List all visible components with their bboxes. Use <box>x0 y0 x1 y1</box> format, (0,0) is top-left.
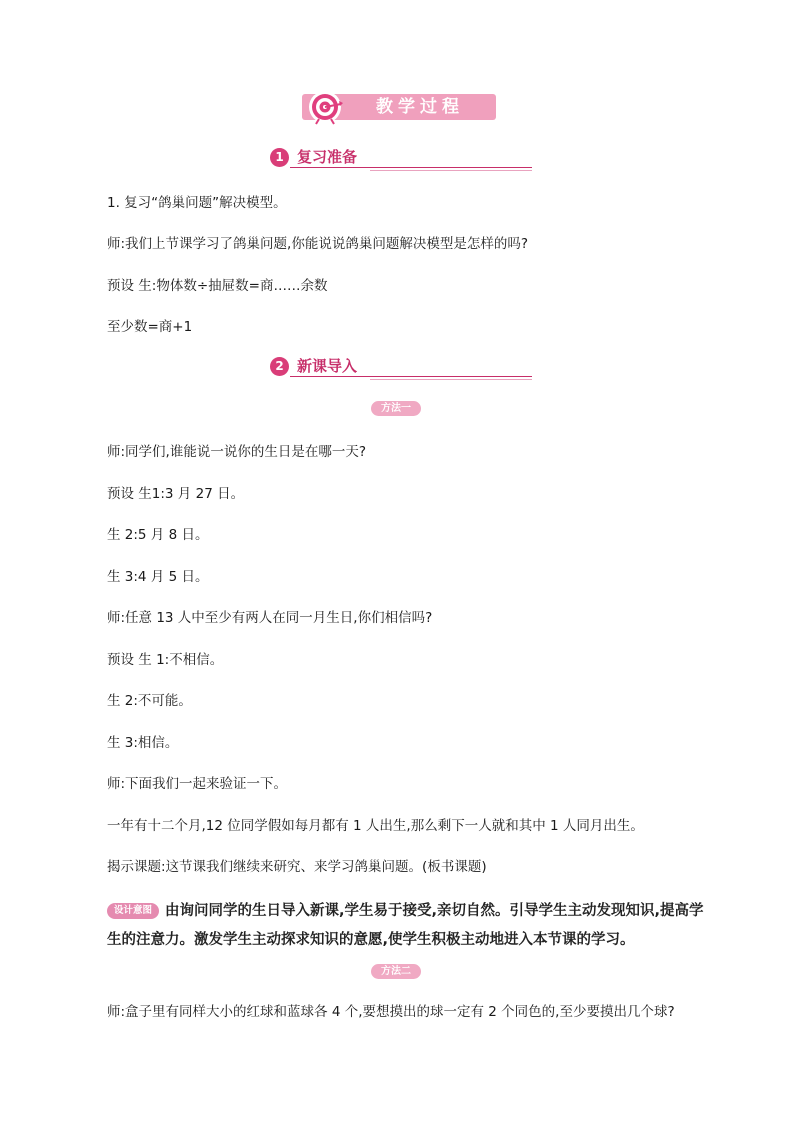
paragraph: 预设 生1:3 月 27 日。 <box>107 486 245 502</box>
section-title: 新课导入 <box>297 357 358 375</box>
paragraph: 师:下面我们一起来验证一下。 <box>107 776 288 792</box>
design-intention-badge: 设计意图 <box>107 903 159 919</box>
paragraph: 生 2:5 月 8 日。 <box>107 527 209 543</box>
paragraph: 一年有十二个月,12 位同学假如每月都有 1 人出生,那么剩下一人就和其中 1 人同月出生。 <box>107 818 644 834</box>
section-underline-accent <box>370 379 532 380</box>
paragraph: 师:同学们,谁能说一说你的生日是在哪一天? <box>107 444 367 460</box>
paragraph: 生 3:相信。 <box>107 735 179 751</box>
section-title: 复习准备 <box>297 148 358 166</box>
paragraph: 预设 生 1:不相信。 <box>107 652 224 668</box>
section-number: 1 <box>270 148 289 167</box>
paragraph: 师:盒子里有同样大小的红球和蓝球各 4 个,要想摸出的球一定有 2 个同色的,至少要摸出几个球? <box>107 1004 675 1020</box>
design-intention-text: 由询问同学的生日导入新课,学生易于接受,亲切自然。引导学生主动发现知识,提高学生的注意力。激发学生主动探求知识的意愿,使学生积极主动地进入本节课的学习。 <box>107 903 704 948</box>
section-underline <box>290 167 532 168</box>
paragraph: 生 2:不可能。 <box>107 693 192 709</box>
target-icon <box>306 89 344 125</box>
paragraph: 揭示课题:这节课我们继续来研究、来学习鸽巢问题。(板书课题) <box>107 859 487 875</box>
design-intention-note <box>107 897 707 955</box>
paragraph: 预设 生:物体数÷抽屉数=商……余数 <box>107 278 328 294</box>
section-heading-1 <box>270 148 532 170</box>
paragraph: 师:我们上节课学习了鸽巢问题,你能说说鸽巢问题解决模型是怎样的吗? <box>107 236 529 252</box>
paragraph: 师:任意 13 人中至少有两人在同一月生日,你们相信吗? <box>107 610 433 626</box>
section-underline <box>290 376 532 377</box>
section-number: 2 <box>270 357 289 376</box>
banner-title: 教学过程 <box>376 97 464 117</box>
section-heading-2 <box>270 357 532 379</box>
method-badge: 方法一 <box>371 401 421 416</box>
method-badge: 方法二 <box>371 964 421 979</box>
section-underline-accent <box>370 170 532 171</box>
paragraph: 1. 复习“鸽巢问题”解决模型。 <box>107 195 287 211</box>
paragraph: 生 3:4 月 5 日。 <box>107 569 209 585</box>
paragraph: 至少数=商+1 <box>107 319 193 335</box>
